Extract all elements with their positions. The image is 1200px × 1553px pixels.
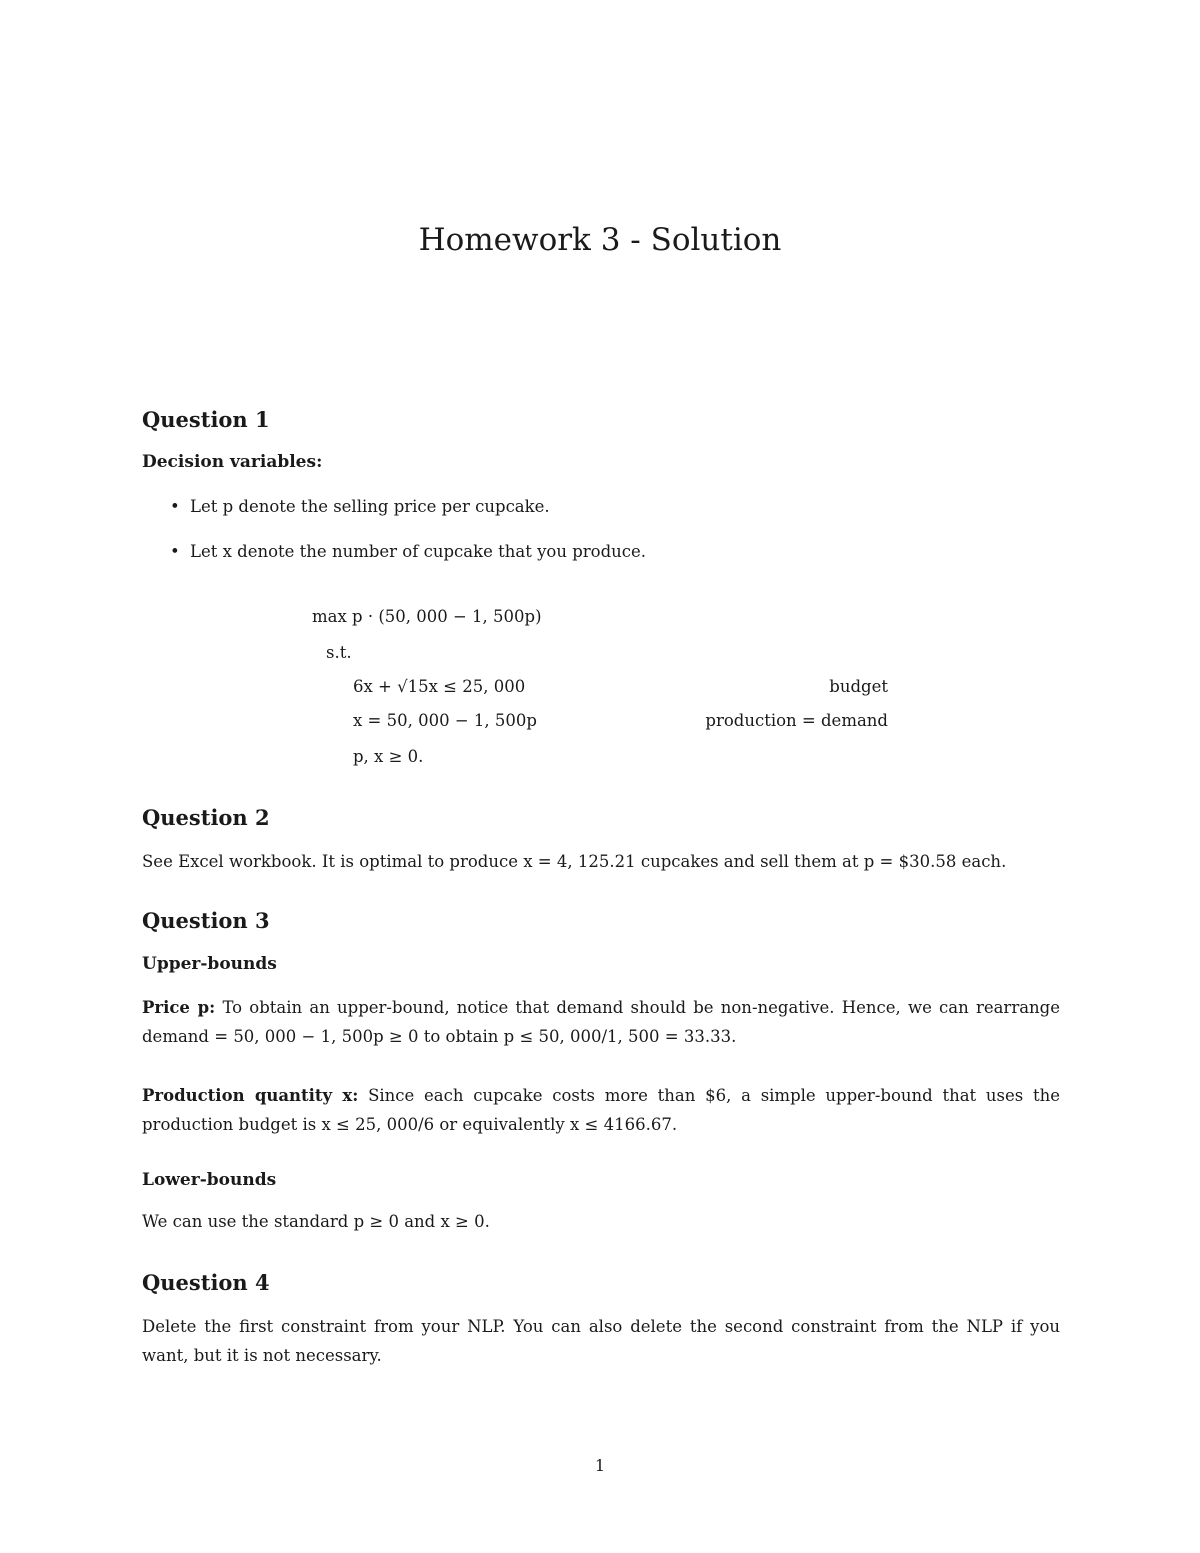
quantity-bound-lead: Production quantity x:: [142, 1086, 359, 1105]
demand-constraint-label: production = demand: [705, 711, 888, 730]
question-2-text: See Excel workbook. It is optimal to produce x = 4, 125.21 cupcakes and sell them at p = $30.58 each.: [142, 852, 1007, 871]
question-3-heading: Question 3: [142, 908, 270, 933]
page-number: 1: [594, 1456, 606, 1475]
objective-function: max p · (50, 000 − 1, 500p): [312, 607, 542, 626]
quantity-bound-paragraph: [142, 1081, 1060, 1139]
question-1-heading: Question 1: [142, 407, 270, 432]
price-bound-text: To obtain an upper-bound, notice that demand should be non-negative. Hence, we can rearrange demand = 50, 000 − 1, 500p ≥ 0 to obtain p ≤ 50, 000/1, 500 = 33.33.: [142, 998, 1061, 1046]
decision-variables-heading: Decision variables:: [142, 452, 323, 472]
nonnegativity-constraint: p, x ≥ 0.: [353, 747, 424, 766]
question-4-heading: Question 4: [142, 1270, 270, 1295]
bullet-icon: •: [170, 497, 180, 516]
question-4-text: Delete the first constraint from your NLP. You can also delete the second constraint from the NLP if you want, but it is not necessary.: [142, 1317, 1060, 1365]
lower-bounds-text: We can use the standard p ≥ 0 and x ≥ 0.: [142, 1212, 490, 1231]
bullet-icon: •: [170, 542, 180, 561]
bullet-item: • Let x denote the number of cupcake that you produce.: [170, 542, 647, 561]
bullet-item: • Let p denote the selling price per cupcake.: [170, 497, 550, 516]
price-bound-lead: Price p:: [142, 998, 216, 1017]
subject-to-label: s.t.: [326, 643, 352, 662]
question-2-heading: Question 2: [142, 805, 270, 830]
quantity-bound-text: Since each cupcake costs more than $6, a simple upper-bound that uses the production budget is x ≤ 25, 000/6 or equivalently x ≤ 4166.67.: [142, 1086, 1060, 1134]
demand-constraint: x = 50, 000 − 1, 500p: [353, 711, 537, 730]
lower-bounds-heading: Lower-bounds: [142, 1170, 277, 1190]
budget-constraint-label: budget: [829, 677, 888, 696]
price-bound-paragraph: [142, 993, 1060, 1051]
upper-bounds-heading: Upper-bounds: [142, 954, 277, 974]
budget-constraint: 6x + √15x ≤ 25, 000: [353, 677, 526, 696]
document-title: Homework 3 - Solution: [418, 222, 782, 258]
